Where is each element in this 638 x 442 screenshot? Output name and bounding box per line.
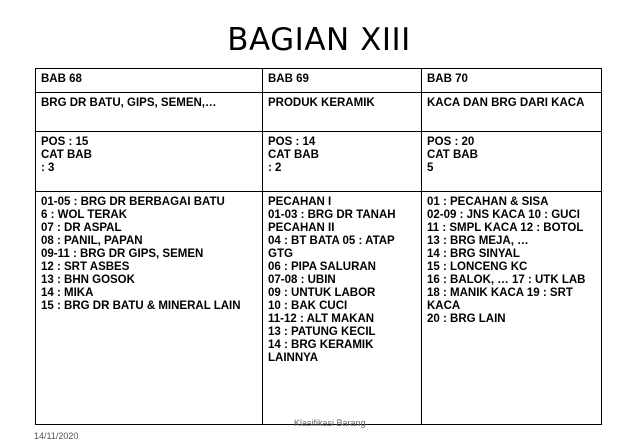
bab-label: BAB 68 bbox=[41, 73, 82, 85]
pos-cell bbox=[36, 132, 263, 192]
cat-bab-label: CAT BAB bbox=[427, 149, 478, 161]
bab-cell bbox=[36, 69, 263, 93]
cat-bab-count: 5 bbox=[427, 162, 434, 174]
list-item: 01-05 : BRG DR BERBAGAI BATU bbox=[41, 196, 225, 208]
bab-header-row bbox=[36, 69, 602, 93]
items-cell bbox=[422, 192, 602, 425]
list-item: 01-03 : BRG DR TANAH bbox=[268, 209, 396, 221]
cat-bab-count: : 3 bbox=[41, 162, 55, 174]
chapter-table bbox=[35, 68, 602, 425]
pos-row bbox=[36, 132, 602, 192]
items-row bbox=[36, 192, 602, 425]
list-item: 07 : DR ASPAL bbox=[41, 222, 122, 234]
items-cell bbox=[36, 192, 263, 425]
list-item: 06 : PIPA SALURAN bbox=[268, 261, 376, 273]
footer-caption: Klasifikasi Barang bbox=[294, 418, 366, 428]
list-item: 11 : SMPL KACA 12 : BOTOL bbox=[427, 222, 584, 234]
list-item: 07-08 : UBIN bbox=[268, 274, 336, 286]
pos-cell bbox=[263, 132, 422, 192]
list-item: 01 : PECAHAN & SISA bbox=[427, 196, 549, 208]
subtitle-row bbox=[36, 93, 602, 132]
pos-count: POS : 15 bbox=[41, 136, 89, 148]
list-item: 13 : BRG MEJA, … bbox=[427, 235, 529, 247]
chapter-subtitle: BRG DR BATU, GIPS, SEMEN,… bbox=[41, 97, 217, 109]
list-item: 09-11 : BRG DR GIPS, SEMEN bbox=[41, 248, 204, 260]
cat-bab-count: : 2 bbox=[268, 162, 282, 174]
bab-cell bbox=[422, 69, 602, 93]
list-item: 14 : MIKA bbox=[41, 287, 94, 299]
list-item: 13 : PATUNG KECIL bbox=[268, 326, 376, 338]
chapter-subtitle: PRODUK KERAMIK bbox=[268, 97, 375, 109]
list-item: PECAHAN I bbox=[268, 196, 332, 208]
list-item: 14 : BRG KERAMIK LAINNYA bbox=[268, 339, 374, 364]
pos-count: POS : 20 bbox=[427, 136, 475, 148]
chapter-subtitle: KACA DAN BRG DARI KACA bbox=[427, 97, 585, 109]
cat-bab-label: CAT BAB bbox=[41, 149, 92, 161]
footer-date: 14/11/2020 bbox=[34, 431, 79, 441]
subtitle-cell bbox=[263, 93, 422, 132]
list-item: 6 : WOL TERAK bbox=[41, 209, 128, 221]
subtitle-cell bbox=[36, 93, 263, 132]
list-item: 10 : BAK CUCI bbox=[268, 300, 348, 312]
bab-cell bbox=[263, 69, 422, 93]
pos-cell bbox=[422, 132, 602, 192]
list-item: 15 : LONCENG KC bbox=[427, 261, 528, 273]
list-item: 13 : BHN GOSOK bbox=[41, 274, 135, 286]
bab-label: BAB 70 bbox=[427, 73, 468, 85]
list-item: 04 : BT BATA 05 : ATAP GTG bbox=[268, 235, 395, 260]
pos-count: POS : 14 bbox=[268, 136, 316, 148]
cat-bab-label: CAT BAB bbox=[268, 149, 319, 161]
list-item: 15 : BRG DR BATU & MINERAL LAIN bbox=[41, 300, 241, 312]
items-cell bbox=[263, 192, 422, 425]
list-item: 08 : PANIL, PAPAN bbox=[41, 235, 143, 247]
list-item: 16 : BALOK, … 17 : UTK LAB bbox=[427, 274, 586, 286]
list-item: 09 : UNTUK LABOR bbox=[268, 287, 376, 299]
bab-label: BAB 69 bbox=[268, 73, 309, 85]
list-item: 18 : MANIK KACA 19 : SRT KACA bbox=[427, 287, 573, 312]
list-item: 12 : SRT ASBES bbox=[41, 261, 130, 273]
list-item: 14 : BRG SINYAL bbox=[427, 248, 520, 260]
list-item: 11-12 : ALT MAKAN bbox=[268, 313, 375, 325]
list-item: PECAHAN II bbox=[268, 222, 335, 234]
page-title: BAGIAN XIII bbox=[227, 22, 411, 58]
subtitle-cell bbox=[422, 93, 602, 132]
list-item: 20 : BRG LAIN bbox=[427, 313, 506, 325]
list-item: 02-09 : JNS KACA 10 : GUCI bbox=[427, 209, 580, 221]
